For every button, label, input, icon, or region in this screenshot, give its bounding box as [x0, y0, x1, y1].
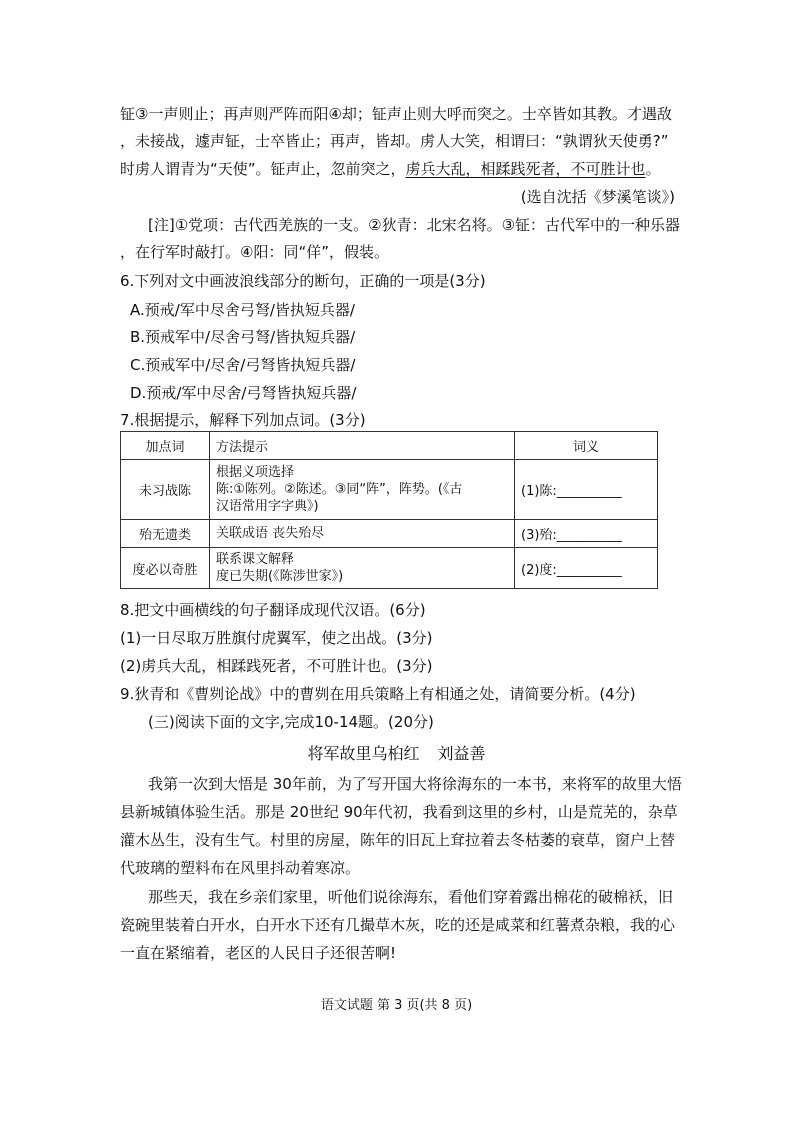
question-8-item: (1)一日尽取万胜旗付虎翼军，使之出战。(3分) [120, 629, 433, 647]
question-8-item: (2)虏兵大乱，相蹂践死者，不可胜计也。(3分) [120, 657, 433, 675]
table-cell-word: 度必以奇胜 [121, 548, 210, 589]
table-row [121, 548, 658, 589]
article-paragraph-line: 代玻璃的塑料布在风里抖动着寒凉。 [120, 859, 361, 877]
question-6-option: B.预戒军中/尽舍弓弩/皆执短兵器/ [130, 328, 356, 346]
table-header-cell: 加点词 [121, 432, 210, 460]
article-author: 刘益善 [437, 744, 486, 763]
hint-line: 联系课文解释 [216, 552, 295, 567]
table-row [121, 460, 658, 520]
hint-line: 陈:①陈列。②陈述。③同“阵”，阵势。(《古 [216, 482, 463, 497]
article-paragraph-line: 灌木丛生，没有生气。村里的房屋，陈年的旧瓦上耷拉着去冬枯萎的衰草，窗户上替 [120, 831, 676, 849]
table-header-row [121, 432, 658, 460]
article-paragraph-line: 一直在紧缩着，老区的人民日子还很苦啊! [120, 944, 397, 962]
page-footer: 语文试题 第 3 页(共 8 页) [320, 998, 473, 1013]
table-header-cell: 方法提示 [210, 432, 515, 460]
annotation-note: [注]①党项：古代西羌族的一支。②狄青：北宋名将。③钲：古代军中的一种乐器 [148, 216, 681, 234]
table-cell-word: 未习战陈 [121, 460, 210, 520]
article-title-line [0, 743, 793, 765]
table-header-cell: 词义 [515, 432, 658, 460]
table-cell-hint: 关联成语 丧失殆尽 [210, 520, 515, 548]
article-paragraph-line: 那些天，我在乡亲们家里，听他们说徐海东，看他们穿着露出棉花的破棉袄，旧 [148, 888, 674, 906]
question-6-option: D.预戒/军中尽舍/弓弩皆执短兵器/ [130, 384, 357, 402]
table-cell-hint [210, 460, 515, 520]
hint-line: 度已失期(《陈涉世家》) [216, 569, 344, 584]
question-7-stem: 7.根据提示，解释下列加点词。(3分) [120, 411, 366, 429]
hint-line: 根据义项选择 [216, 465, 295, 480]
underlined-sentence: 虏兵大乱，相蹂践死者，不可胜计也 [405, 160, 646, 178]
passage-text: 时虏人谓青为“天使”。钲声止，忽前突之， [120, 160, 406, 178]
passage-line [120, 159, 661, 179]
question-6-option: C.预戒军中/尽舍/弓弩皆执短兵器/ [130, 356, 356, 374]
question-6-stem: 6.下列对文中画波浪线部分的断句，正确的一项是(3分) [120, 272, 486, 290]
passage-text: 。 [645, 160, 661, 178]
section-heading: (三)阅读下面的文字,完成10-14题。(20分) [148, 713, 434, 731]
passage-line: 钲③一声则止；再声则严阵而阳④却；钲声止则大呼而突之。士卒皆如其教。才遇敌 [120, 105, 672, 123]
article-title: 将军故里乌桕红 [307, 744, 420, 763]
table-cell-answer: (3)殆:__________ [515, 520, 658, 548]
question-8-stem: 8.把文中画横线的句子翻译成现代汉语。(6分) [120, 601, 426, 619]
article-paragraph-line: 县新城镇体验生活。那是 20世纪 90年代初，我看到这里的乡村，山是荒芜的，杂草 [120, 803, 678, 821]
table-cell-answer: (2)度:__________ [515, 548, 658, 589]
question-6-option: A.预戒/军中尽舍弓弩/皆执短兵器/ [130, 301, 355, 319]
passage-line: ，未接战，遽声钲，士卒皆止；再声，皆却。虏人大笑，相谓曰：“孰谓狄天使勇?” [120, 132, 669, 150]
table-cell-answer: (1)陈:__________ [515, 460, 658, 520]
passage-source: (选自沈括《梦溪笔谈》) [520, 188, 675, 206]
question-9-stem: 9.狄青和《曹刿论战》中的曹刿在用兵策略上有相通之处，请简要分析。(4分) [120, 685, 636, 703]
table-row [121, 520, 658, 548]
hint-line: 汉语常用字字典》) [216, 499, 319, 514]
table-cell-hint [210, 548, 515, 589]
vocabulary-table [120, 431, 658, 589]
table-cell-word: 殆无遗类 [121, 520, 210, 548]
annotation-note: ，在行军时敲打。④阳：同“佯”，假装。 [120, 243, 389, 261]
article-paragraph-line: 我第一次到大悟是 30年前，为了写开国大将徐海东的一本书，来将军的故里大悟 [148, 775, 682, 793]
article-paragraph-line: 瓷碗里装着白开水，白开水下还有几撮草木灰，吃的还是咸菜和红薯煮杂粮，我的心 [120, 916, 676, 934]
